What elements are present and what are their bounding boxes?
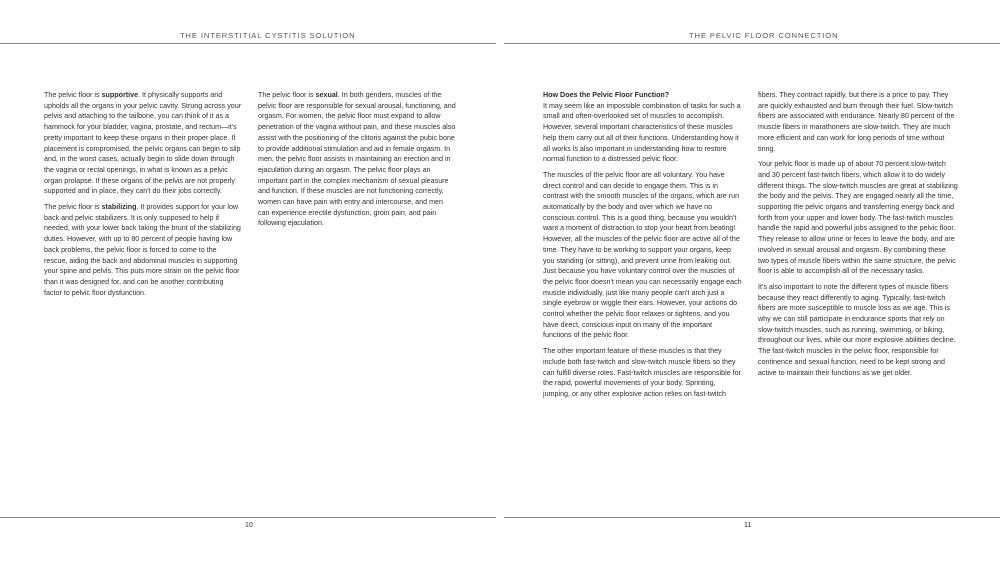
paragraph-sexual [258, 90, 456, 229]
left-running-head: THE INTERSTITIAL CYSTITIS SOLUTION [180, 31, 356, 40]
paragraph-fiber-ratio: Your pelvic floor is made up of about 70 percent slow-twitch and 30 percent fast-twitch fibers, which allow it to do widely different things. The slow-twitch muscles are great at stabilizing the body and the pelvis. They are engaged nearly all the time, supporting the pelvic organs and transferring energy back and forth from your upper and lower body. The fast-twitch muscles handle the rapid and powerful jobs assigned to the pelvic floor. They release to allow urine or feces to leave the body, and are involved in sexual arousal and orgasm. By combining these two types of muscle fibers within the same structure, the pelvic floor is able to accomplish all of the necessary tasks. [758, 160, 958, 276]
para-lead: The pelvic floor is [44, 91, 102, 99]
paragraph-function-intro: It may seem like an impossible combination of tasks for such a small and often-overlooked set of muscles to accomplish. However, several important characteristics of these muscles help them carry out all of their functions. Understanding how it all works is also important in understanding how to restore normal function to a distressed pelvic floor. [543, 101, 741, 164]
left-column-2 [258, 90, 456, 234]
right-header-rule [504, 43, 1000, 44]
right-column-2 [758, 90, 958, 383]
para-text: . In both genders, muscles of the pelvic floor are responsible for sexual arousal, functioning, and orgasm. For women, the pelvic floor must expand to allow penetration of the vagina without pain, and these muscles also assist with the positioning of the clitoris against the pubic bone to provide additional stimulation and aid in female orgasm. In men, the pelvic floor assists in maintaining an erection and in ejaculation during an orgasm. The pelvic floor plays an important part in the complex mechanism of sexual pleasure and function. If these muscles are not functioning correctly, women can have pain with entry and intercourse, and men can experience erectile dysfunction, groin pain, and pain following ejaculation. [258, 91, 456, 228]
para-text: . It provides support for your low back and pelvic stabilizers. It is only supposed to help if needed, with your lower back taking the brunt of the stabilizing duties. However, with up to 80 percent of people having low back problems, the pelvic floor is forced to come to the rescue, aiding the back and abdominal muscles in supporting your spine and pelvis. This puts more strain on the pelvic floor than it was designed for, and can be another contributing factor to pelvic floor dysfunction. [44, 203, 241, 297]
right-running-head: THE PELVIC FLOOR CONNECTION [689, 31, 839, 40]
right-page-number: 11 [744, 522, 752, 529]
term-stabilizing: stabilizing [101, 203, 137, 212]
left-footer-rule [0, 517, 496, 518]
para-lead: The pelvic floor is [44, 203, 102, 212]
term-supportive: supportive [101, 91, 139, 99]
paragraph-supportive [44, 90, 242, 197]
left-header-rule [0, 43, 496, 44]
paragraph-slow-twitch: fibers. They contract rapidly, but there is a price to pay. They are quickly exhausted and burn through their fuel. Slow-twitch fibers are associated with endurance. Nearly 80 percent of the muscle fibers in marathoners are slow-twitch. They are much more efficient and can work for long periods of time without tiring. [758, 91, 955, 153]
right-column-1 [543, 90, 742, 405]
right-page [500, 0, 1000, 562]
left-page-number: 10 [245, 522, 253, 529]
paragraph-aging: It's also important to note the different types of muscle fibers because they react differently to aging. Typically, fast-twitch fibers are more susceptible to muscle loss as we age. This is why we can still participate in endurance sports that rely on slow-twitch muscles, such as running, swimming, or biking, throughout our lives, while our more explosive abilities decline. The fast-twitch muscles in the pelvic floor, responsible for continence and sexual function, need to be kept strong and active to maintain their functions as we get older. [758, 282, 956, 377]
paragraph-voluntary: The muscles of the pelvic floor are all voluntary. You have direct control and can decide to engage them. This is in contrast with the smooth muscles of the organs, which are run automatically by the body and over which we have no conscious control. This is a good thing, because you wouldn't want a moment of distraction to stop your heart from beating! However, all the muscles of the pelvic floor are active all of the time. They have to be working to support your organs, keep you standing (or sitting), and prevent urine from leaking out. Just because you have voluntary control over the muscles of the pelvic floor doesn't mean you can necessarily engage each muscle individually, just like many people can't arch just a single eyebrow or wiggle their ears. However, your actions do control whether the pelvic floor relaxes or tightens, and you have direct, conscious input on many of the important functions of the pelvic floor. [543, 170, 742, 340]
left-column-1 [44, 90, 242, 303]
para-text: . It physically supports and upholds all the organs in your pelvic cavity. Strung across your pelvis and attaching to the tailbone, you can think of it as a hammock for your bladder, vagina, prostate, and rectum—it's pretty important to keep these organs in their proper place. If placement is compromised, the pelvic organs can begin to slip and, in the worst cases, actually begin to slide down through the vagina or rectal openings, in what is known as a pelvic organ prolapse. If these organs of the pelvis are not properly supported and in place, they can't do their jobs correctly. [44, 91, 242, 196]
paragraph-fiber-types: The other important feature of these muscles is that they include both fast-twitch and slow-twitch muscle fibers so they can fulfill diverse roles. Fast-twitch muscles are responsible for the rapid, powerful movements of your body. Sprinting, jumping, or any other explosive action relies on fast-twitch [543, 347, 742, 398]
right-footer-rule [504, 517, 1000, 518]
para-lead: The pelvic floor is [258, 91, 316, 99]
paragraph-stabilizing [44, 202, 242, 298]
term-sexual: sexual [315, 91, 338, 99]
section-subhead: How Does the Pelvic Floor Function? [543, 91, 670, 99]
